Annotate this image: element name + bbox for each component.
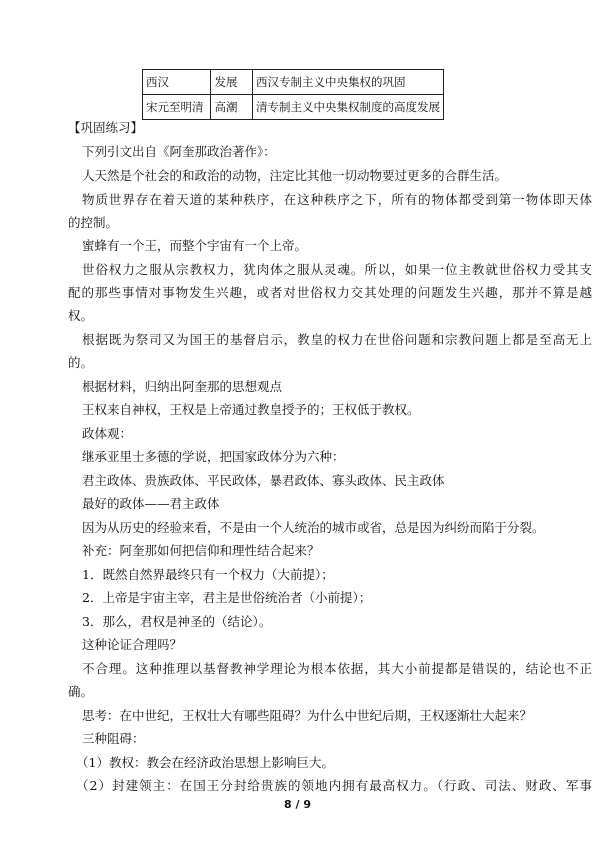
table-cell-stage: 高潮 [211, 95, 253, 120]
paragraph-line: 确。 [68, 684, 94, 699]
paragraph-line: 政体观： [82, 426, 133, 441]
table-cell-description: 清专制主义中央集权制度的高度发展 [253, 95, 444, 120]
paragraph-line: 2．上帝是宇宙主宰，君主是世俗统治者（小前提）； [82, 590, 372, 605]
paragraph-line: 下列引文出自《阿奎那政治著作》： [82, 144, 276, 159]
paragraph-line: 世俗权力之服从宗教权力，犹肉体之服从灵魂。所以，如果一位主教就世俗权力受其支 [82, 262, 592, 277]
table-cell-period: 西汉 [143, 70, 211, 95]
table-cell-period: 宋元至明清 [143, 95, 211, 120]
paragraph-line: 王权来自神权，王权是上帝通过教皇授予的；王权低于教权。 [82, 402, 420, 417]
paragraph-line: 的。 [68, 355, 94, 370]
paragraph-line: 1．既然自然界最终只有一个权力（大前提）； [82, 567, 334, 582]
paragraph-line: 蜜蜂有一个王，而整个宇宙有一个上帝。 [82, 238, 308, 253]
paragraph-line: 根据既为祭司又为国王的基督启示，教皇的权力在世俗问题和宗教问题上都是至高无上 [82, 332, 592, 347]
paragraph-line: 补充：阿奎那如何把信仰和理性结合起来？ [82, 543, 320, 558]
paragraph-line: 人天然是个社会的和政治的动物，注定比其他一切动物要过更多的合群生活。 [82, 168, 508, 183]
section-title: 【巩固练习】 [68, 120, 144, 135]
paragraph-line: 这种论证合理吗？ [82, 637, 183, 652]
history-summary-table [142, 69, 444, 120]
paragraph-line: 因为从历史的经验来看，不是由一个人统治的城市或省，总是因为纠纷而陷于分裂。 [82, 520, 545, 535]
table-row [143, 70, 444, 95]
table-row [143, 95, 444, 120]
paragraph-line: 权。 [68, 308, 94, 323]
paragraph-line: 三种阻碍： [82, 731, 145, 746]
table-cell-stage: 发展 [211, 70, 253, 95]
paragraph-line: 根据材料，归纳出阿奎那的思想观点 [82, 379, 283, 394]
paragraph-line: 思考：在中世纪，王权壮大有哪些阻碍？为什么中世纪后期，王权逐渐壮大起来？ [82, 708, 533, 723]
paragraph-line: （2）封建领主：在国王分封给贵族的领地内拥有最高权力。（行政、司法、财政、军事 [76, 778, 592, 793]
paragraph-line: （1）教权：教会在经济政治思想上影响巨大。 [76, 755, 334, 770]
paragraph-line: 不合理。这种推理以基督教神学理论为根本依据，其大小前提都是错误的，结论也不正 [82, 661, 592, 676]
paragraph-line: 继承亚里士多德的学说，把国家政体分为六种： [82, 449, 345, 464]
paragraph-line: 的控制。 [68, 215, 119, 230]
paragraph-line: 君主政体、贵族政体、平民政体，暴君政体、寡头政体、民主政体 [82, 473, 445, 488]
table-cell-description: 西汉专制主义中央集权的巩固 [253, 70, 444, 95]
paragraph-line: 最好的政体——君主政体 [82, 496, 220, 511]
paragraph-line: 物质世界存在着天道的某种秩序，在这种秩序之下，所有的物体都受到第一物体即天体 [82, 192, 592, 207]
paragraph-line: 配的那些事情对事物发生兴趣，或者对世俗权力交其处理的问题发生兴趣，那并不算是越 [68, 285, 592, 300]
page-number: 8 / 9 [284, 798, 311, 811]
paragraph-line: 3．那么，君权是神圣的（结论）。 [82, 614, 272, 629]
